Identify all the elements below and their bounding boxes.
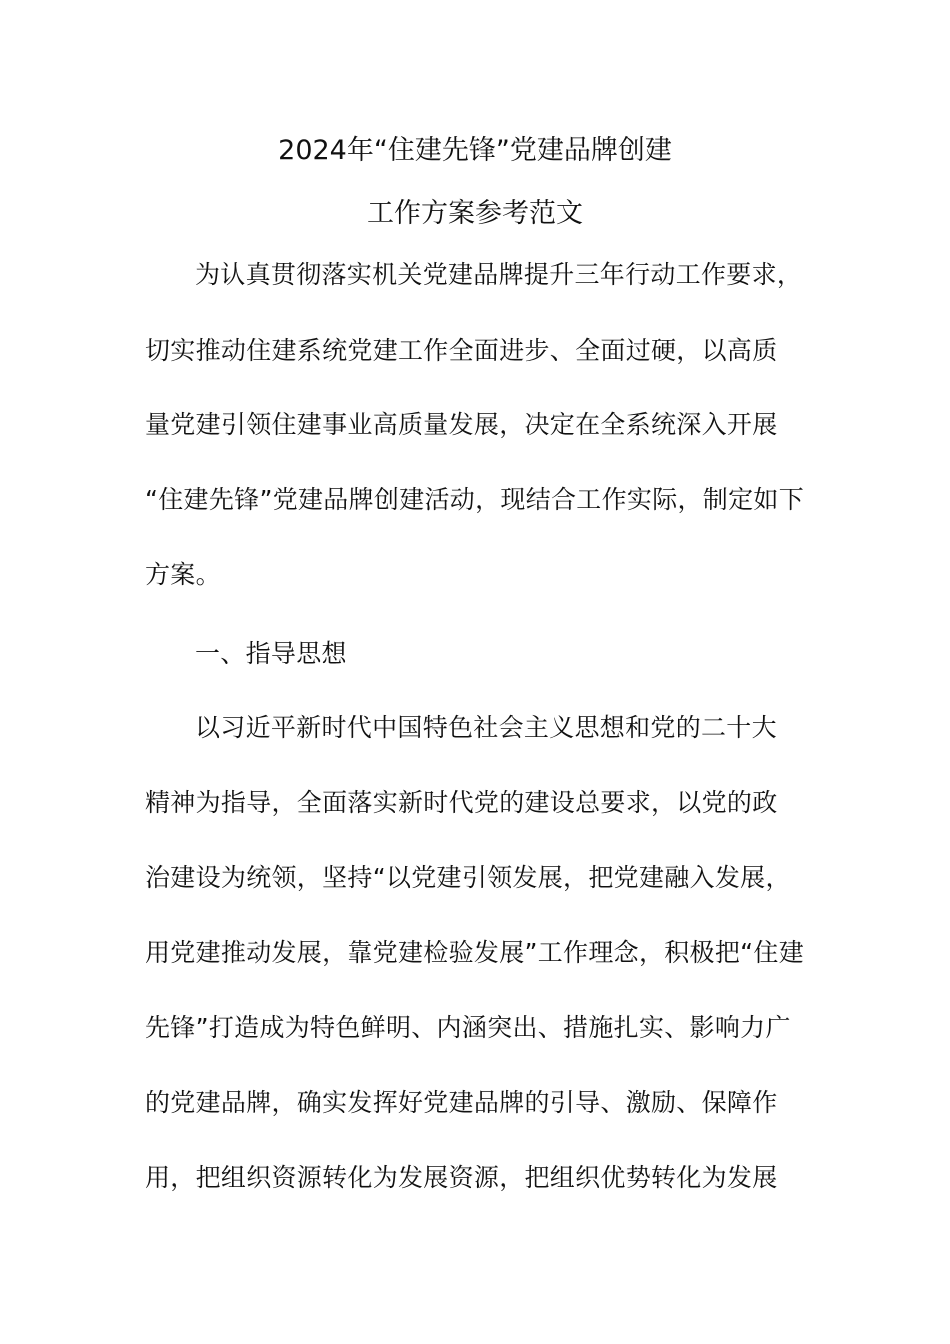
paragraph-line: 先锋”打造成为特色鲜明、内涵突出、措施扎实、影响力广 [145, 1013, 791, 1042]
paragraph-line: 治建设为统领，坚持“以党建引领发展，把党建融入发展， [145, 863, 791, 892]
paragraph-line: 用，把组织资源转化为发展资源，把组织优势转化为发展 [145, 1163, 778, 1192]
paragraph-line: “住建先锋”党建品牌创建活动，现结合工作实际，制定如下 [145, 485, 805, 514]
document-title-line-2: 工作方案参考范文 [367, 198, 583, 229]
section-heading: 一、指导思想 [195, 639, 347, 668]
paragraph-line: 切实推动住建系统党建工作全面进步、全面过硬，以高质 [145, 336, 778, 365]
paragraph-line: 用党建推动发展，靠党建检验发展”工作理念，积极把“住建 [145, 938, 805, 967]
paragraph-line: 的党建品牌，确实发挥好党建品牌的引导、激励、保障作 [145, 1088, 778, 1117]
document-title-line-1: 2024年“住建先锋”党建品牌创建 [278, 135, 672, 166]
paragraph-line: 为认真贯彻落实机关党建品牌提升三年行动工作要求， [195, 260, 803, 289]
paragraph-line: 以习近平新时代中国特色社会主义思想和党的二十大 [195, 713, 777, 742]
paragraph-line: 方案。 [145, 560, 221, 589]
paragraph-line: 精神为指导，全面落实新时代党的建设总要求，以党的政 [145, 788, 778, 817]
paragraph-line: 量党建引领住建事业高质量发展，决定在全系统深入开展 [145, 410, 778, 439]
